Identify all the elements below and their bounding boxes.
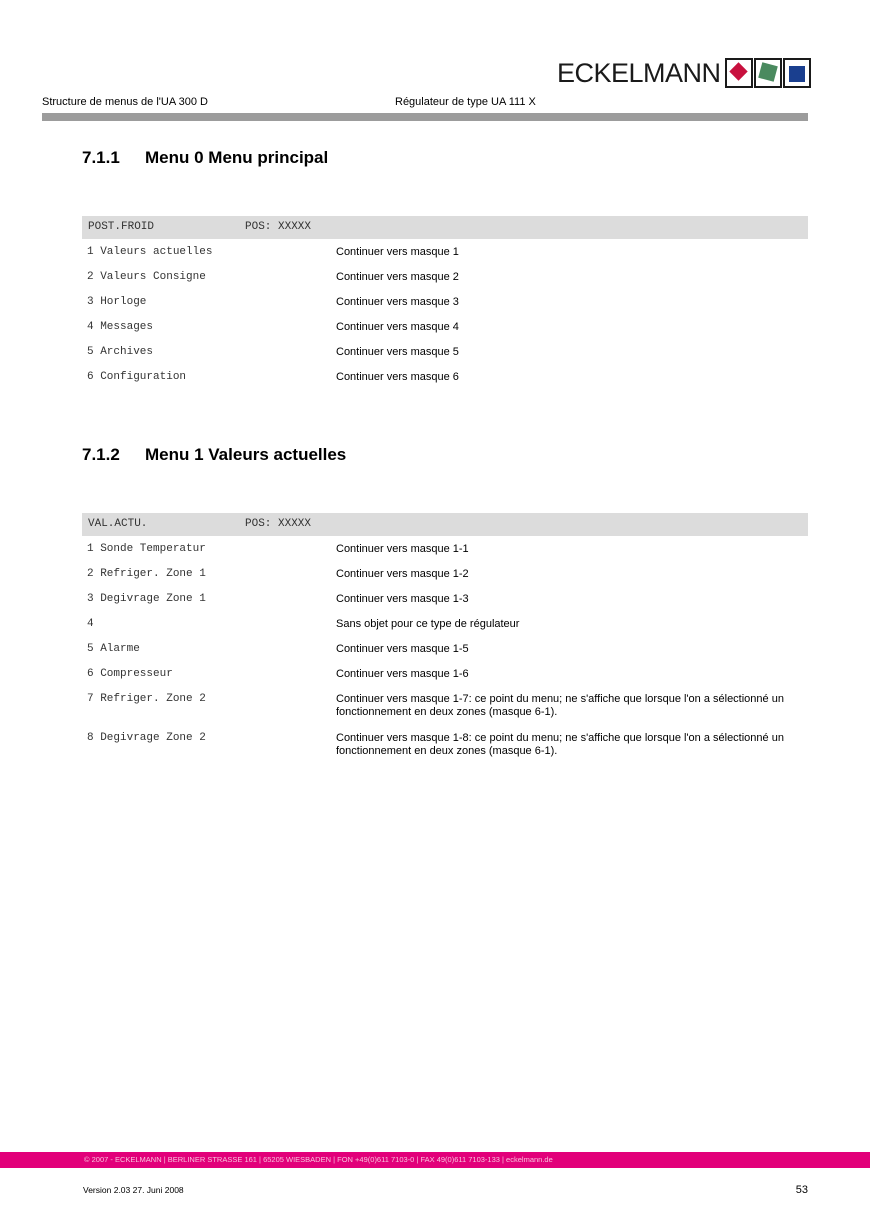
eckelmann-logo xyxy=(557,58,811,88)
menu-item-code: 2 Valeurs Consigne xyxy=(87,271,206,283)
menu-item-desc: Continuer vers masque 2 xyxy=(336,271,459,283)
menu-item-code: 6 Configuration xyxy=(87,371,187,383)
menu-item-code: 6 Compresseur xyxy=(87,668,173,680)
menu-item-code: 4 xyxy=(87,618,94,630)
menu-item-desc: Continuer vers masque 1-1 xyxy=(336,543,469,555)
menu-item-desc: Continuer vers masque 1 xyxy=(336,246,459,258)
section-heading-7-1-1 xyxy=(82,148,328,168)
menu-item-desc: Continuer vers masque 1-3 xyxy=(336,593,469,605)
menu-item-desc: Continuer vers masque 1-6 xyxy=(336,668,469,680)
menu-table-main xyxy=(82,216,808,383)
logo-squares-icon xyxy=(725,58,811,88)
section-number: 7.1.2 xyxy=(82,445,120,464)
menu-item-code: 1 Valeurs actuelles xyxy=(87,246,213,258)
logo-text: ECKELMANN xyxy=(557,58,721,88)
menu-item-desc: Continuer vers masque 5 xyxy=(336,346,459,358)
menu-item-code: 1 Sonde Temperatur xyxy=(87,543,206,555)
screen-name: POST.FROID xyxy=(88,221,155,233)
header-document-title: Structure de menus de l'UA 300 D xyxy=(42,96,208,108)
menu-item-code: 5 Alarme xyxy=(87,643,140,655)
section-heading-7-1-2 xyxy=(82,445,346,465)
screen-name: VAL.ACTU. xyxy=(88,518,148,530)
menu-item-desc: Continuer vers masque 3 xyxy=(336,296,459,308)
table-header xyxy=(82,513,808,536)
menu-item-desc: Continuer vers masque 4 xyxy=(336,321,459,333)
menu-item-desc: Continuer vers masque 1-8: ce point du menu; ne s'affiche que lorsque l'on a sélectionné un fonctionnement en deux zones (masque 6-1). xyxy=(336,732,784,757)
page-number: 53 xyxy=(795,1184,808,1196)
menu-table-actual-values xyxy=(82,513,808,757)
footer-company-info: © 2007 - ECKELMANN | BERLINER STRASSE 161 | 65205 WIESBADEN | FON +49(0)611 7103-0 | FAX 49(0)611 7103-133 | eckelmann.de xyxy=(84,1155,553,1164)
header-divider xyxy=(42,113,808,121)
menu-item-code: 4 Messages xyxy=(87,321,154,333)
menu-item-code: 3 Horloge xyxy=(87,296,147,308)
version-date: Version 2.03 27. Juni 2008 xyxy=(83,1185,184,1195)
header-controller-type: Régulateur de type UA 111 X xyxy=(395,96,536,108)
table-header xyxy=(82,216,808,239)
menu-item-desc: Continuer vers masque 1-2 xyxy=(336,568,469,580)
section-title: Menu 0 Menu principal xyxy=(145,148,329,167)
menu-item-code: 8 Degivrage Zone 2 xyxy=(87,732,206,744)
menu-item-desc: Continuer vers masque 6 xyxy=(336,371,459,383)
section-title: Menu 1 Valeurs actuelles xyxy=(145,445,347,464)
position-label: POS: XXXXX xyxy=(245,518,312,530)
menu-item-desc: Continuer vers masque 1-5 xyxy=(336,643,469,655)
menu-item-code: 7 Refriger. Zone 2 xyxy=(87,693,206,705)
section-number: 7.1.1 xyxy=(82,148,120,167)
menu-item-code: 2 Refriger. Zone 1 xyxy=(87,568,206,580)
menu-item-code: 5 Archives xyxy=(87,346,154,358)
menu-item-desc: Continuer vers masque 1-7: ce point du menu; ne s'affiche que lorsque l'on a sélectionné un fonctionnement en deux zones (masque 6-1). xyxy=(336,693,784,718)
menu-item-code: 3 Degivrage Zone 1 xyxy=(87,593,206,605)
menu-item-desc: Sans objet pour ce type de régulateur xyxy=(336,618,520,630)
position-label: POS: XXXXX xyxy=(245,221,312,233)
